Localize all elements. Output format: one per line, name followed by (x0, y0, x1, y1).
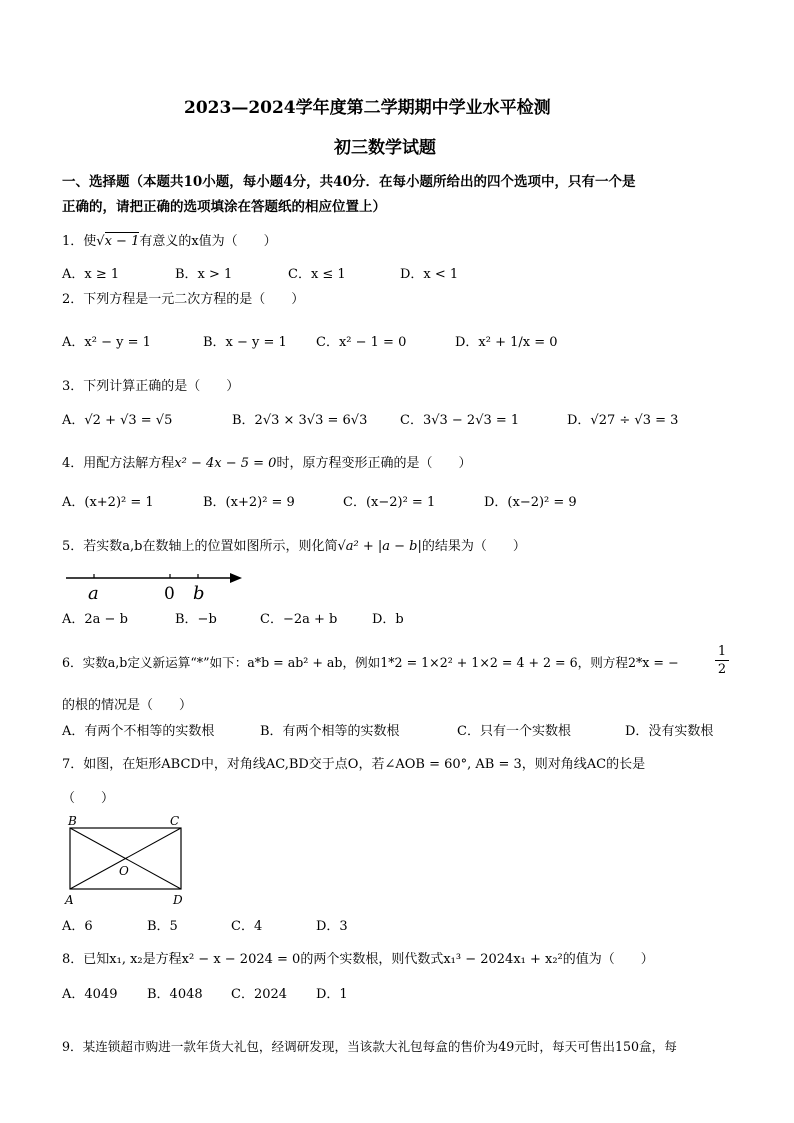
q6-option-d: D．没有实数根 (625, 724, 714, 739)
q5-option-b: B．−b (175, 612, 217, 627)
q5-stem (62, 540, 526, 553)
q8-option-a: A．4049 (62, 987, 118, 1002)
q2-stem: 2．下列方程是一元二次方程的是（ ） (62, 292, 305, 307)
q2-option-b: B．x − y = 1 (203, 335, 287, 350)
q5-expression: √a² + |a − b| (337, 539, 422, 554)
number-line-arrow-icon (230, 573, 242, 583)
q4-option-d: D．(x−2)² = 9 (484, 495, 577, 510)
exam-title: 2023—2024学年度第二学期期中学业水平检测 (184, 98, 551, 118)
point-label-o: O (119, 864, 129, 878)
q6-option-c: C．只有一个实数根 (457, 724, 571, 739)
q2-option-a: A．x² − y = 1 (62, 335, 151, 350)
q2-option-c: C．x² − 1 = 0 (316, 335, 407, 350)
q2-option-d: D．x² + 1/x = 0 (455, 335, 558, 350)
number-line-figure (62, 568, 252, 604)
q6-option-a: A．有两个不相等的实数根 (62, 724, 215, 739)
q7-line1: 7．如图，在矩形ABCD中，对角线AC,BD交于点O，若∠AOB = 60°, AB = 3，则对角线AC的长是 (62, 757, 646, 772)
q1-radicand: x − 1 (104, 234, 140, 249)
q8-option-d: D．1 (316, 987, 348, 1002)
q8-option-b: B．4048 (147, 987, 203, 1002)
q1-option-a: A．x ≥ 1 (62, 267, 120, 282)
q3-option-d: D．√27 ÷ √3 = 3 (567, 413, 679, 428)
q5-post: 的结果为（ ） (421, 539, 526, 554)
q7-option-b: B．5 (147, 919, 178, 934)
axis-label-0: 0 (164, 584, 175, 604)
q7-option-d: D．3 (316, 919, 348, 934)
q4-option-c: C．(x−2)² = 1 (343, 495, 436, 510)
q6-line1: 6．实数a,b定义新运算“*”如下：a*b = ab² + ab，例如1*2 = 1×2² + 1×2 = 4 + 2 = 6，则方程2*x = − (62, 655, 679, 670)
q4-post: 时，原方程变形正确的是（ ） (276, 456, 472, 471)
q6-line2: 的根的情况是（ ） (62, 698, 193, 713)
axis-label-a: a (88, 583, 99, 604)
q1-post: 有意义的x值为（ ） (139, 234, 277, 249)
exam-subtitle: 初三数学试题 (334, 138, 436, 158)
q4-pre: 4．用配方法解方程 (62, 456, 175, 471)
q5-option-d: D．b (372, 612, 404, 627)
sqrt-symbol: √ (96, 234, 105, 249)
q5-pre: 5．若实数a,b在数轴上的位置如图所示，则化简 (62, 539, 338, 554)
q6-fraction-numerator: 1 (715, 645, 729, 661)
q1-option-c: C．x ≤ 1 (288, 267, 346, 282)
axis-label-b: b (193, 583, 205, 604)
q8-option-c: C．2024 (231, 987, 288, 1002)
q1-option-b: B．x > 1 (175, 267, 233, 282)
q4-equation: x² − 4x − 5 = 0 (174, 456, 277, 471)
q8-stem: 8．已知x₁, x₂是方程x² − x − 2024 = 0的两个实数根，则代数式x₁³ − 2024x₁ + x₂²的值为（ ） (62, 952, 654, 967)
q3-stem: 3．下列计算正确的是（ ） (62, 379, 240, 394)
q7-option-a: A．6 (62, 919, 93, 934)
q4-option-b: B．(x+2)² = 9 (203, 495, 295, 510)
section-heading-line2: 正确的，请把正确的选项填涂在答题纸的相应位置上） (62, 199, 386, 215)
q6-fraction (715, 645, 729, 676)
rectangle-figure (62, 812, 192, 908)
section-heading-line1: 一、选择题（本题共10小题，每小题4分，共40分．在每小题所给出的四个选项中，只有一个是 (62, 174, 636, 190)
q5-option-a: A．2a − b (62, 612, 128, 627)
q1-stem (62, 235, 277, 248)
q4-stem (62, 457, 471, 470)
q6-fraction-denominator: 2 (717, 662, 727, 677)
q3-option-b: B．2√3 × 3√3 = 6√3 (232, 413, 368, 428)
q7-option-c: C．4 (231, 919, 263, 934)
q9-stem: 9．某连锁超市购进一款年货大礼包，经调研发现，当该款大礼包每盒的售价为49元时，每天可售出150盒，每 (62, 1039, 677, 1054)
vertex-label-a: A (65, 893, 74, 907)
vertex-label-b: B (68, 814, 77, 828)
q1-pre: 1．使 (62, 234, 97, 249)
vertex-label-c: C (170, 814, 180, 828)
q3-option-c: C．3√3 − 2√3 = 1 (400, 413, 520, 428)
q1-option-d: D．x < 1 (400, 267, 459, 282)
q3-option-a: A．√2 + √3 = √5 (62, 413, 173, 428)
q5-option-c: C．−2a + b (260, 612, 338, 627)
q6-option-b: B．有两个相等的实数根 (260, 724, 400, 739)
q4-option-a: A．(x+2)² = 1 (62, 495, 154, 510)
vertex-label-d: D (173, 893, 183, 907)
q7-line2: （ ） (62, 791, 115, 806)
